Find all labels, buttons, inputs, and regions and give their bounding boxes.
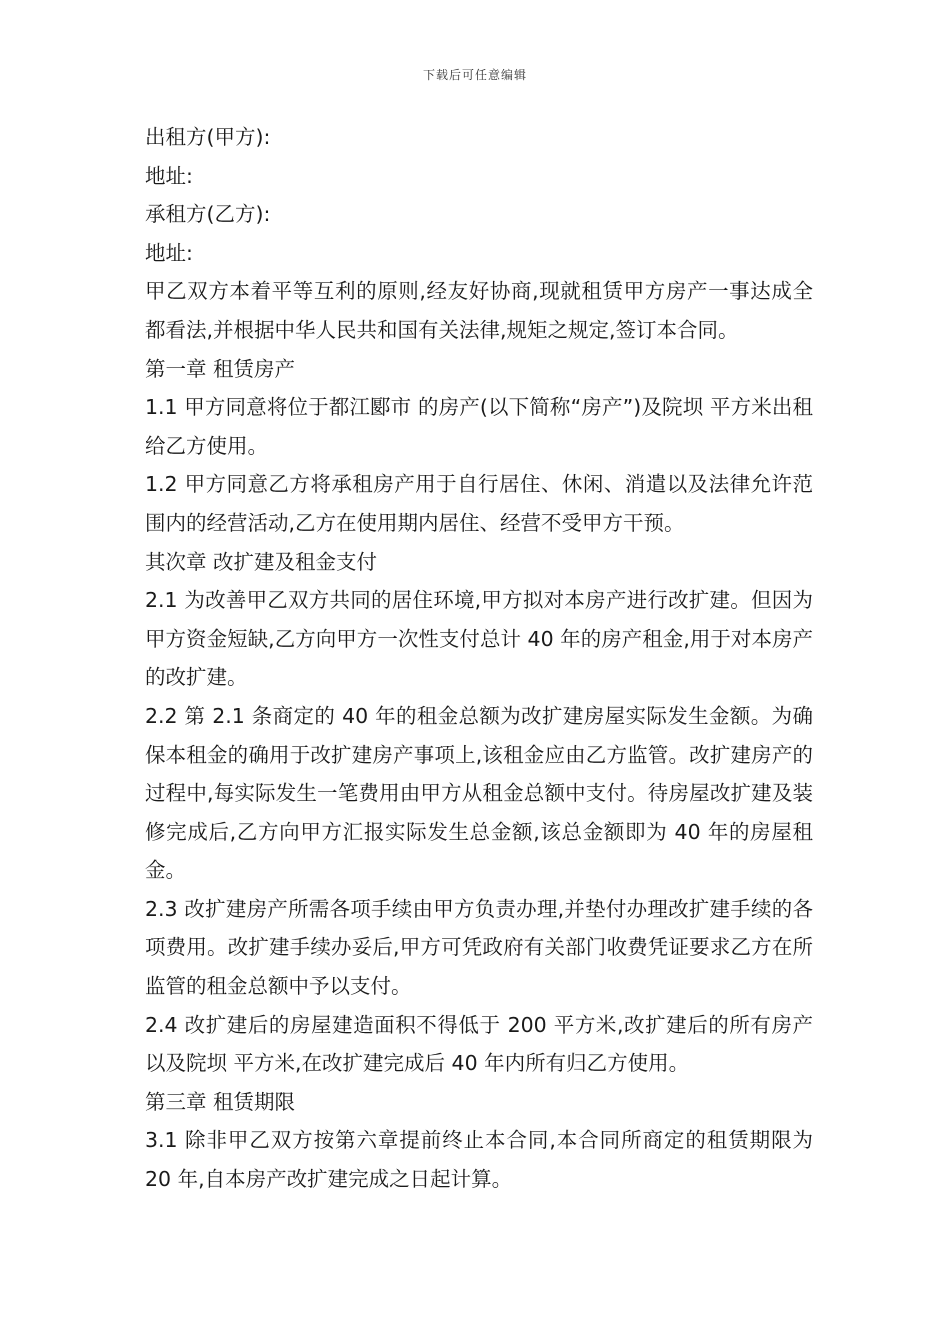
chapter-1-heading: 第一章 租赁房产 — [145, 356, 296, 381]
clause-1-1: 1.1 甲方同意将位于都江郾市 的房产(以下简称“房产”)及院坝 平方米出租给乙方使用。 — [145, 395, 813, 458]
page-header-note: 下载后可任意编辑 — [422, 68, 527, 82]
preamble-paragraph: 甲乙双方本着平等互利的原则,经友好协商,现就租赁甲方房产一事达成全都看法,并根据中华人民共和国有关法律,规矩之规定,签订本合同。 — [145, 279, 813, 342]
clause-2-2: 2.2 第 2.1 条商定的 40 年的租金总额为改扩建房屋实际发生金额。为确保本租金的确用于改扩建房产事项上,该租金应由乙方监管。改扩建房产的过程中,每实际发生一笔费用由甲方从租金总额中支付。待房屋改扩建及装修完成后,乙方向甲方汇报实际发生总金额,该总金额即为 40 年的房屋租金。 — [145, 703, 813, 883]
lessor-line: 出租方(甲方): — [145, 125, 271, 149]
clause-2-1: 2.1 为改善甲乙双方共同的居住环境,甲方拟对本房产进行改扩建。但因为甲方资金短缺,乙方向甲方一次性支付总计 40 年的房产租金,用于对本房产的改扩建。 — [145, 588, 813, 690]
lessee-line: 承租方(乙方): — [145, 202, 271, 227]
lessor-address-line: 地址: — [145, 163, 193, 188]
clause-2-4: 2.4 改扩建后的房屋建造面积不得低于 200 平方米,改扩建后的所有房产以及院坝 平方米,在改扩建完成后 40 年内所有归乙方使用。 — [145, 1012, 813, 1076]
clause-2-3: 2.3 改扩建房产所需各项手续由甲方负责办理,并垫付办理改扩建手续的各项费用。改扩建手续办妥后,甲方可凭政府有关部门收费凭证要求乙方在所监管的租金总额中予以支付。 — [145, 896, 813, 999]
contract-body — [145, 118, 813, 1199]
chapter-3-heading: 第三章 租赁期限 — [145, 1089, 296, 1114]
clause-1-2: 1.2 甲方同意乙方将承租房产用于自行居住、休闲、消遣以及法律允许范围内的经营活动,乙方在使用期内居住、经营不受甲方干预。 — [145, 472, 813, 535]
chapter-2-heading: 其次章 改扩建及租金支付 — [145, 549, 378, 574]
lessee-address-line: 地址: — [145, 240, 193, 265]
clause-3-1: 3.1 除非甲乙双方按第六章提前终止本合同,本合同所商定的租赁期限为 20 年,自本房产改扩建完成之日起计算。 — [145, 1128, 813, 1192]
